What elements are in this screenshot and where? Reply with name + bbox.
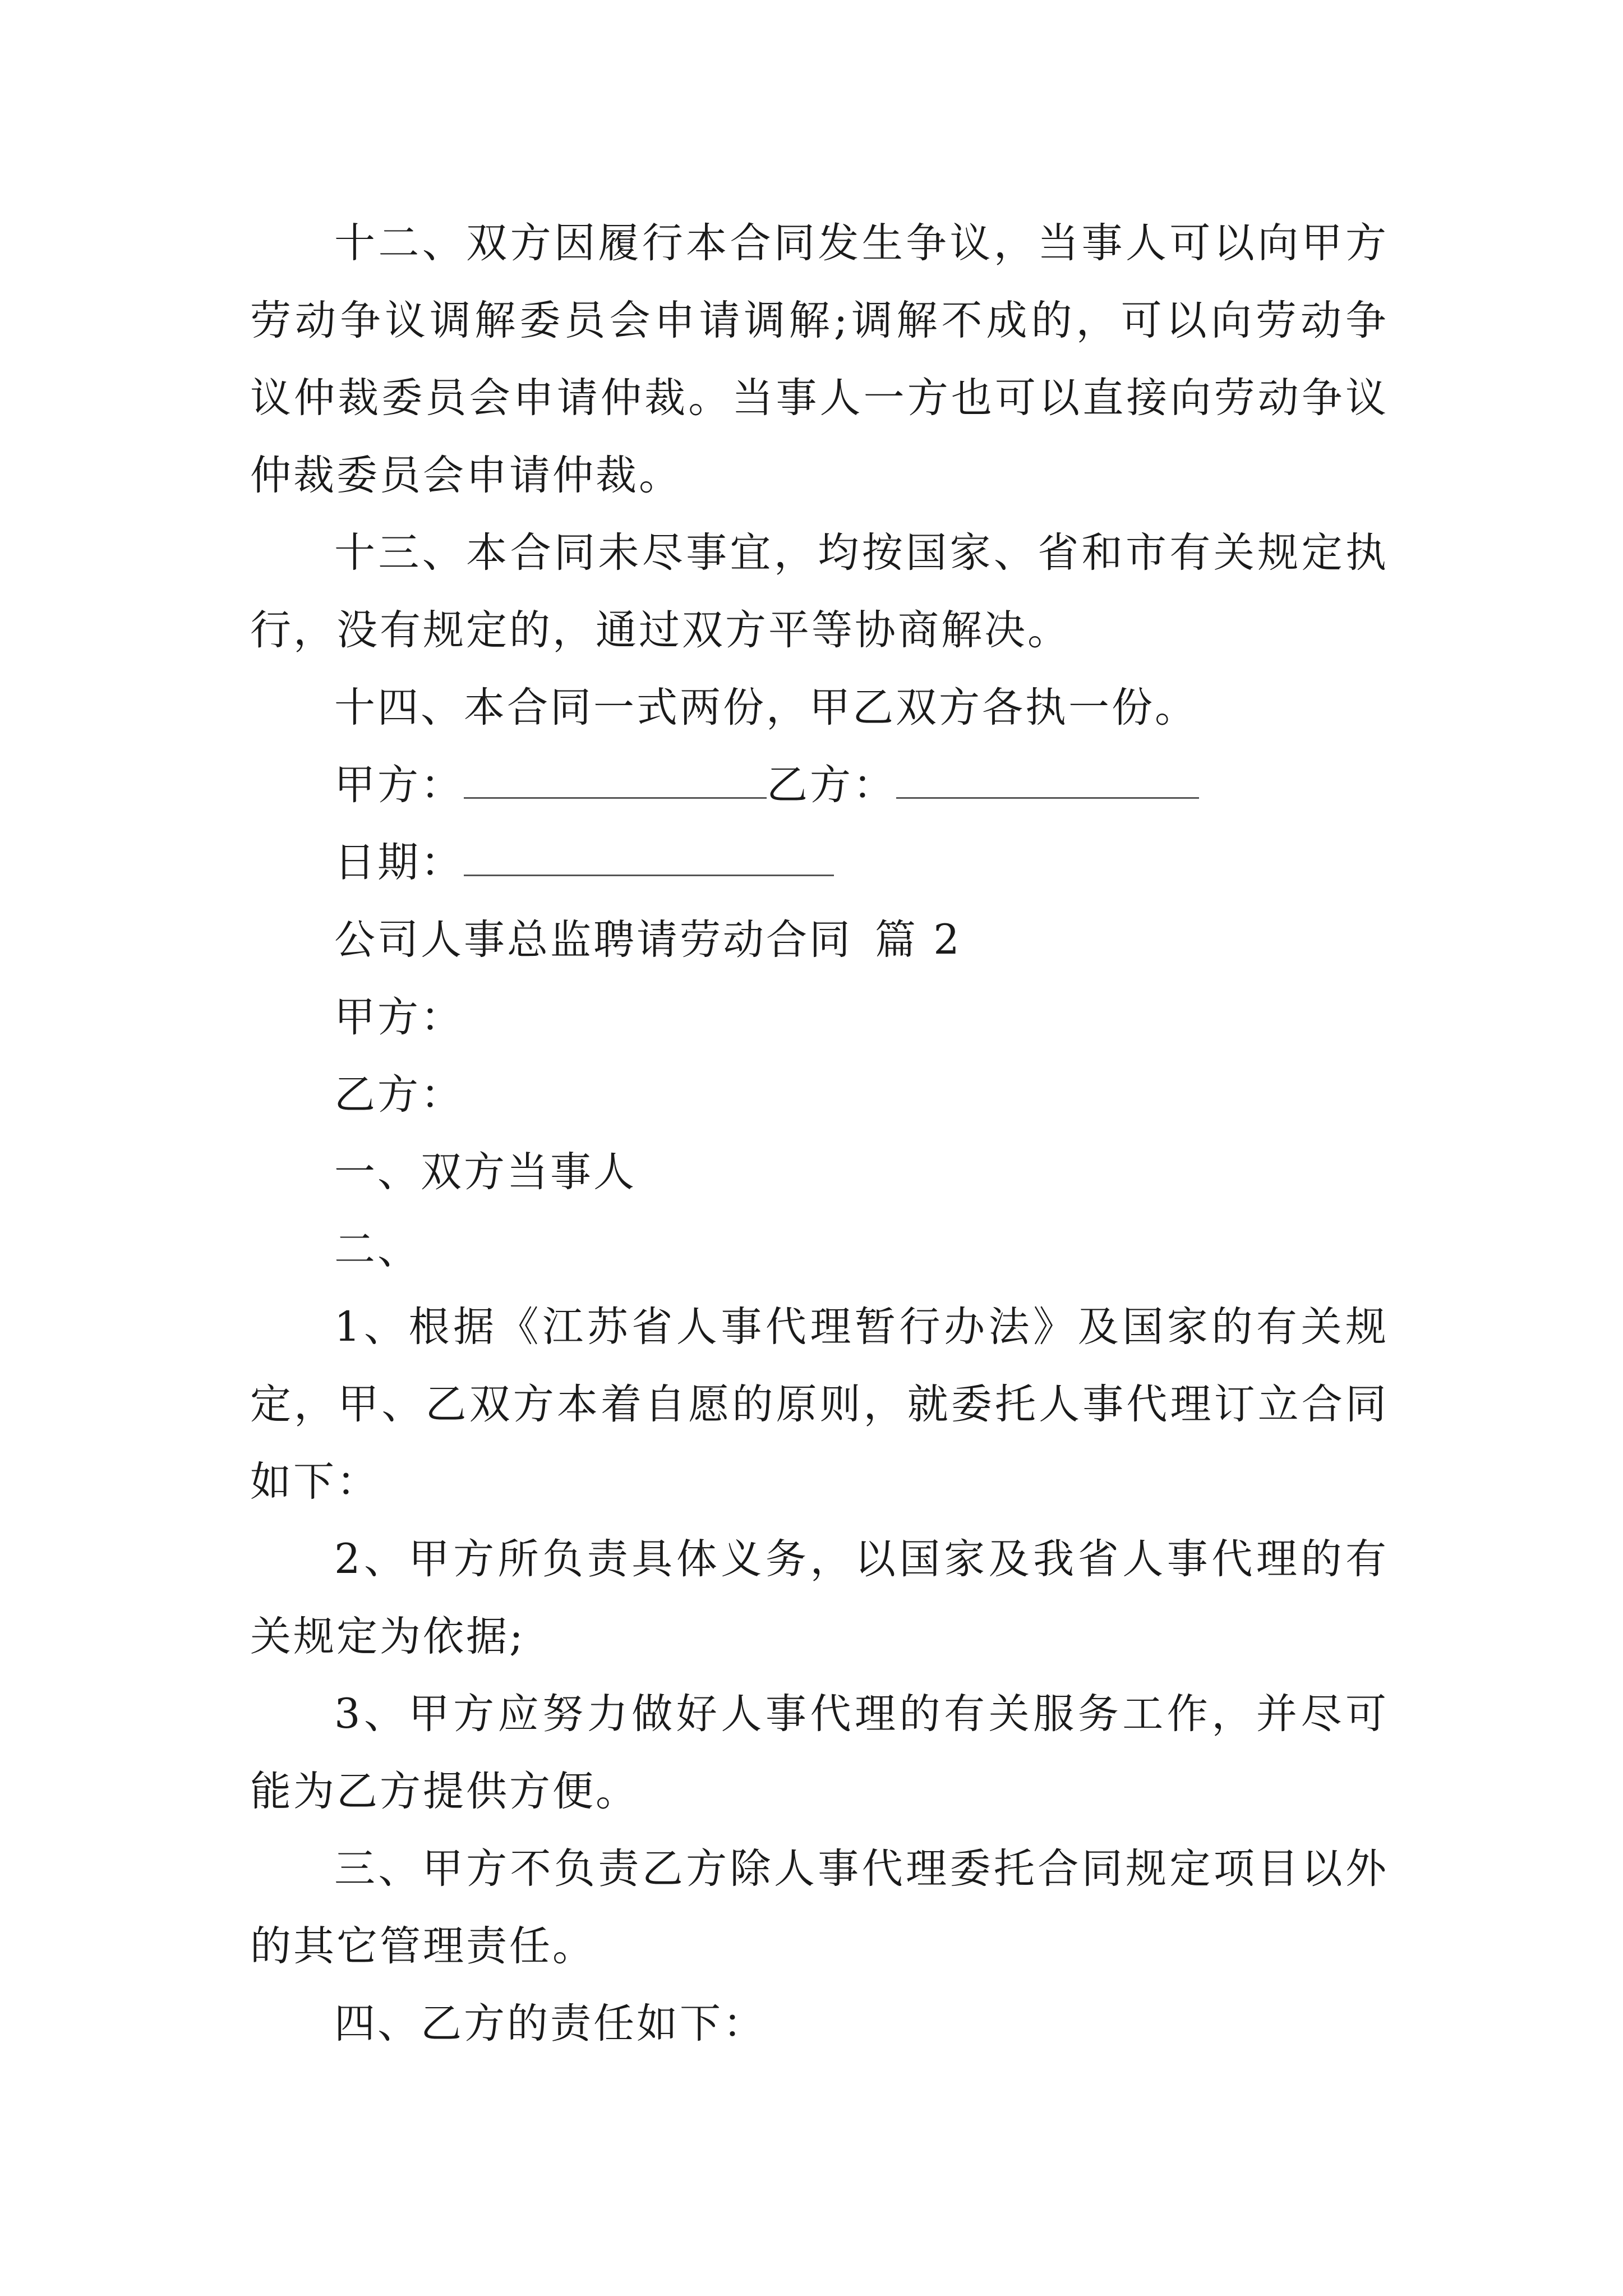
clause-14: 十四、本合同一式两份，甲乙双方各执一份。 [334, 684, 1198, 731]
party-b-signature-label: 乙方： [767, 761, 896, 809]
section-2-item-1: 一、双方当事人 [334, 1148, 637, 1196]
party-a-signature-label: 甲方： [334, 761, 464, 809]
section-2-item-3: 三、甲方不负责乙方除人事代理委托合同规定项目以外的其它管理责任。 [250, 1845, 1389, 1970]
section-2-sub-2: 2、甲方所负责具体义务，以国家及我省人事代理的有关规定为依据; [250, 1535, 1389, 1660]
section-2-sub-1: 1、根据《江苏省人事代理暂行办法》及国家的有关规定，甲、乙双方本着自愿的原则，就委托人事代理订立合同如下： [250, 1303, 1389, 1506]
section-2-title-text: 公司人事总监聘请劳动合同 [334, 916, 852, 964]
date-blank [464, 841, 834, 876]
section-2-item-4: 四、乙方的责任如下： [334, 2000, 766, 2047]
party-b-signature-blank [896, 763, 1199, 799]
section-2-title [334, 901, 1389, 979]
clause-13: 十三、本合同未尽事宜，均按国家、省和市有关规定执行，没有规定的，通过双方平等协商解决。 [250, 529, 1389, 654]
clause-12: 十二、双方因履行本合同发生争议，当事人可以向甲方劳动争议调解委员会申请调解;调解不成的，可以向劳动争议仲裁委员会申请仲裁。当事人一方也可以直接向劳动争议仲裁委员会申请仲裁。 [250, 219, 1389, 499]
section-2-party-b: 乙方： [334, 1071, 464, 1119]
document-body [250, 205, 1389, 2063]
date-label: 日期： [334, 839, 464, 886]
section-2-party-a: 甲方： [334, 993, 464, 1041]
section-2-title-suffix: 篇 2 [875, 916, 962, 964]
signature-parties-line [334, 747, 1389, 824]
section-2-sub-3: 3、甲方应努力做好人事代理的有关服务工作，并尽可能为乙方提供方便。 [250, 1690, 1389, 1815]
party-a-signature-blank [464, 763, 767, 799]
section-2-item-2: 二、 [334, 1226, 421, 1273]
signature-date-line [334, 824, 1389, 901]
